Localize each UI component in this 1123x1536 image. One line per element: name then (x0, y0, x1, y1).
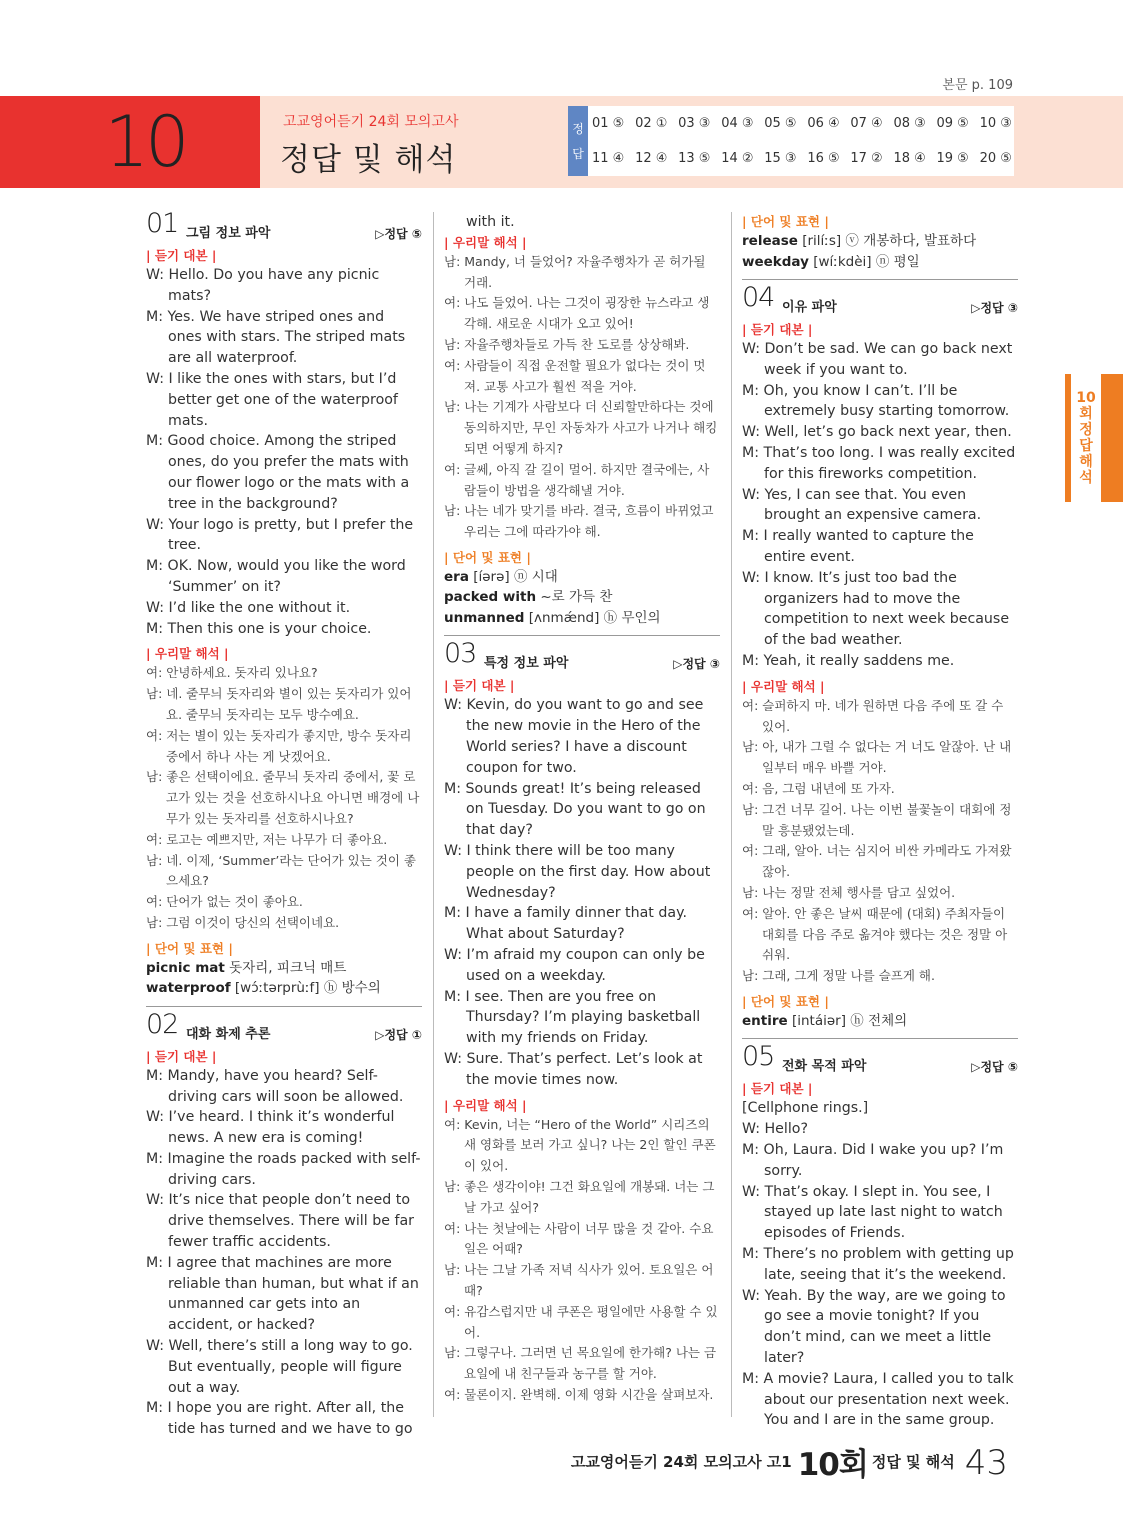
translation-label: | 우리말 해석 | (742, 678, 825, 694)
answer-item: 04 ③ (721, 116, 754, 131)
translation-line: 남: 나는 그날 가족 저녁 식사가 있어. 토요일은 어때? (444, 1262, 714, 1298)
question-answer: ▷정답 ③ (971, 301, 1018, 315)
answer-key-box (568, 106, 1014, 176)
answer-item: 15 ③ (764, 151, 797, 166)
question-type: 특정 정보 파악 (484, 656, 569, 672)
vocab-label: | 단어 및 표현 | (146, 940, 233, 956)
translation-label: | 우리말 해석 | (146, 646, 229, 662)
answer-item: 03 ③ (678, 116, 711, 131)
script-line: W: Well, there’s still a long way to go. But eventually, people will figure out a way. (146, 1338, 413, 1396)
translation-line: 남: 그렇구나. 그러면 넌 목요일에 한가해? 나는 금요일에 내 친구들과 농구를 할 거야. (444, 1345, 717, 1382)
header-subtitle: 고교영어듣기 24회 모의고사 (283, 114, 459, 130)
side-tab-label (1071, 374, 1101, 502)
script-line: M: There’s no problem with getting up late, seeing that it’s the weekend. (742, 1245, 1014, 1283)
answer-item: 19 ⑤ (936, 151, 969, 166)
vocab-def: [ʌnmǽnd] ⓗ 무인의 (528, 609, 661, 626)
column-divider (731, 212, 732, 1417)
side-tab-line: 답 (1079, 438, 1093, 454)
translation-line: 남: 네. 이제, ‘Summer’라는 단어가 있는 것이 좋으세요? (146, 852, 417, 889)
side-tab-line: 회 (1079, 406, 1093, 422)
question-number: 02 (146, 1008, 179, 1040)
question-type: 전화 목적 파악 (782, 1059, 867, 1075)
script-line: M: I see. Then are you free on Thursday? I’m playing basketball with my friends on Friday. (444, 988, 701, 1047)
vocab-def: [wíːkdèi] ⓝ 평일 (813, 253, 920, 270)
answer-row-1 (592, 116, 1012, 131)
script-line: W: I know. It’s just too bad the organizers had to move the competition to next week because of the bad weather. (742, 569, 1010, 649)
translation-line: 남: 나는 기계가 사람보다 더 신뢰할만하다는 것에 동의하지만, 무인 자동차가 사고가 나거나 해킹되면 어떻게 하지? (444, 399, 718, 456)
translation-line: 남: 나는 네가 맞기를 바라. 결국, 흐름이 바뀌었고 우리는 그에 따라가야 해. (444, 503, 714, 540)
column-3 (742, 212, 1018, 1431)
script-line: M: Then this one is your choice. (146, 620, 372, 637)
script-line: M: I really wanted to capture the entire event. (742, 528, 974, 565)
script-line: W: Hello. Do you have any picnic mats? (146, 267, 380, 304)
vocab-item (444, 587, 720, 608)
script-line: M: Oh, you know I can’t. I’ll be extremely busy starting tomorrow. (742, 382, 1010, 420)
answer-item: 09 ⑤ (936, 116, 969, 131)
script-line: M: Mandy, have you heard? Self-driving cars will soon be allowed. (146, 1067, 404, 1105)
answer-item: 18 ④ (893, 151, 926, 166)
answer-item: 16 ⑤ (807, 151, 840, 166)
test-number: 10 (0, 96, 260, 188)
question-answer: ▷정답 ① (375, 1027, 422, 1042)
translation-line: 여: 물론이지. 완벽해. 이제 영화 시간을 살펴보자. (444, 1386, 714, 1402)
vocab-item (146, 958, 422, 979)
q04-heading (742, 282, 1018, 320)
script-line: M: I have a family dinner that day. What about Saturday? (444, 905, 687, 943)
answer-row-2 (592, 151, 1012, 166)
translation-line: 여: 저는 별이 있는 돗자리가 좋지만, 방수 돗자리 중에서 하나 사는 게 낫겠어요. (146, 727, 412, 764)
translation-line: 여: 글쎄, 아직 갈 길이 멀어. 하지만 결국에는, 사람들이 방법을 생각해낼 거야. (444, 461, 710, 498)
answer-label-char-1: 정 (572, 122, 584, 136)
answer-item: 06 ④ (807, 116, 840, 131)
answer-item: 02 ① (635, 116, 668, 131)
question-answer: ▷정답 ⑤ (971, 1060, 1018, 1075)
vocab-label: | 단어 및 표현 | (444, 549, 531, 565)
answer-item: 13 ⑤ (678, 151, 711, 166)
page-reference: 본문 p. 109 (942, 78, 1013, 93)
section-separator (742, 1038, 1018, 1039)
answer-item: 10 ③ (979, 116, 1012, 131)
side-tab-line: 해 (1079, 454, 1093, 470)
vocab-word: picnic mat (146, 959, 225, 976)
translation-line: 남: Mandy, 너 들었어? 자율주행차가 곧 허가될 거래. (444, 253, 706, 290)
answer-label-char-2: 답 (572, 147, 584, 161)
script-label: | 듣기 대본 | (742, 322, 813, 337)
script-line: W: Well, let’s go back next year, then. (742, 424, 1012, 441)
header-title: 정답 및 해석 (280, 142, 457, 178)
page-footer (571, 1442, 1008, 1482)
side-tab-line: 정 (1079, 422, 1093, 438)
vocab-item (742, 1011, 1018, 1032)
script-line: M: OK. Now, would you like the word ‘Summer’ on it? (146, 558, 406, 595)
translation-line: 여: 유감스럽지만 내 쿠폰은 평일에만 사용할 수 있어. (444, 1303, 718, 1340)
section-separator (742, 279, 1018, 280)
q03-heading (444, 638, 720, 676)
page-number: 43 (964, 1443, 1008, 1483)
script-label: | 듣기 대본 | (444, 678, 515, 694)
vocab-def: [intáiər] ⓗ 전체의 (791, 1012, 908, 1029)
script-line: M: Imagine the roads packed with self-driving cars. (146, 1150, 421, 1188)
script-line: W: Your logo is pretty, but I prefer the tree. (146, 516, 414, 554)
vocab-label: | 단어 및 표현 | (742, 214, 829, 229)
question-type: 그림 정보 파악 (186, 226, 271, 241)
question-number: 04 (742, 282, 775, 313)
question-number: 03 (444, 638, 477, 670)
script-intro: [Cellphone rings.] (742, 1100, 869, 1117)
vocab-def: 돗자리, 피크닉 매트 (229, 959, 347, 976)
script-line: M: Sounds great! It’s being released on Tuesday. Do you want to go on that day? (444, 780, 706, 839)
vocab-def: [rilíːs] ⓥ 개봉하다, 발표하다 (802, 233, 977, 249)
script-line: M: I agree that machines are more reliable than human, but what if an unmanned car gets into an accident, or hacked? (146, 1254, 419, 1334)
script-line: W: It’s nice that people don’t need to drive themselves. There will be far fewer traffic accidents. (146, 1192, 414, 1251)
translation-line: 여: 단어가 없는 것이 좋아요. (146, 894, 303, 910)
question-answer: ▷정답 ⑤ (375, 227, 422, 241)
answer-item: 05 ⑤ (764, 116, 797, 131)
q01-heading (146, 208, 422, 246)
answer-item: 12 ④ (635, 151, 668, 166)
footer-book-title: 고교영어듣기 24회 모의고사 고1 (570, 1453, 792, 1471)
vocab-word: release (742, 233, 798, 249)
vocab-def: ~로 가득 찬 (540, 589, 613, 606)
answer-item: 01 ⑤ (592, 116, 625, 131)
vocab-item (742, 252, 1018, 273)
vocab-word: weekday (742, 253, 809, 270)
vocab-item (742, 231, 1018, 252)
script-line: W: Hello? (742, 1121, 808, 1138)
vocab-item (444, 608, 720, 629)
footer-test-number: 10회 (797, 1447, 868, 1483)
vocab-word: era (444, 568, 469, 585)
question-type: 대화 화제 추론 (186, 1026, 271, 1042)
vocab-item (444, 567, 720, 588)
script-line: M: I hope you are right. After all, the tide has turned and we have to go (146, 1400, 413, 1438)
script-line: W: That’s okay. I slept in. You see, I stayed up late last night to watch episodes of Friends. (742, 1183, 1003, 1242)
answer-item: 11 ④ (592, 151, 625, 166)
translation-line: 남: 그건 너무 길어. 나는 이번 불꽃놀이 대회에 정말 흥분됐었는데. (742, 801, 1012, 838)
side-tab-line: 10 (1076, 390, 1096, 406)
q05-heading (742, 1041, 1018, 1079)
script-line-continuation: with it. (466, 214, 515, 230)
translation-line: 남: 나는 정말 전체 행사를 담고 싶었어. (742, 884, 956, 900)
script-line: W: Kevin, do you want to go and see the new movie in the Hero of the World series? I have a discount coupon for two. (444, 697, 704, 776)
script-line: W: Yes, I can see that. You even brought an expensive camera. (742, 486, 982, 524)
script-line: M: Yeah, it really saddens me. (742, 652, 955, 669)
translation-line: 여: 음, 그럼 내년에 또 가자. (742, 780, 895, 796)
section-separator (146, 1006, 422, 1007)
translation-line: 남: 그럼 이것이 당신의 선택이네요. (146, 914, 340, 930)
side-tab-line: 석 (1079, 470, 1093, 486)
script-line: M: Yes. We have striped ones and ones with stars. The striped mats are all waterproof. (146, 308, 406, 367)
script-line: W: Yeah. By the way, are we going to go see a movie tonight? If you don’t mind, can we meet a little later? (742, 1287, 1006, 1366)
answer-item: 07 ④ (850, 116, 883, 131)
vocab-item (146, 978, 422, 999)
vocab-label: | 단어 및 표현 | (742, 993, 829, 1009)
script-line: M: That’s too long. I was really excited for this fireworks competition. (742, 444, 1016, 482)
answer-item: 14 ② (721, 151, 754, 166)
script-line: W: I’m afraid my coupon can only be used on a weekday. (444, 947, 705, 984)
question-number: 01 (146, 208, 179, 239)
translation-line: 남: 자율주행차들로 가득 찬 도로를 상상해봐. (444, 336, 690, 352)
vocab-def: [íərə] ⓝ 시대 (473, 568, 558, 585)
column-1 (146, 208, 422, 1440)
script-line: W: I like the ones with stars, but I’d better get one of the waterproof mats. (146, 370, 398, 429)
translation-line: 여: 사람들이 직접 운전할 필요가 없다는 것이 멋져. 교통 사고가 훨씬 적을 거야. (444, 357, 706, 394)
question-number: 05 (742, 1041, 775, 1073)
translation-line: 여: Kevin, 너는 “Hero of the World” 시리즈의 새 영화를 보러 가고 싶니? 나는 2인 할인 쿠폰이 있어. (444, 1116, 716, 1174)
script-line: W: Sure. That’s perfect. Let’s look at the movie times now. (444, 1051, 703, 1088)
vocab-word: entire (742, 1012, 788, 1029)
translation-label: | 우리말 해석 | (444, 234, 527, 250)
translation-line: 여: 슬퍼하지 마. 네가 원하면 다음 주에 또 갈 수 있어. (742, 697, 1004, 734)
header-band (0, 96, 1123, 188)
translation-line: 남: 좋은 선택이에요. 줄무늬 돗자리 중에서, 꽃 로고가 있는 것을 선호하시나요 아니면 배경에 나무가 있는 돗자리를 선호하시나요? (146, 769, 420, 826)
script-line: M: Good choice. Among the striped ones, do you prefer the mats with our flower logo or the mats with a tree in the background? (146, 433, 410, 512)
script-line: W: I’ve heard. I think it’s wonderful news. A new era is coming! (146, 1109, 395, 1147)
translation-line: 여: 나는 첫날에는 사람이 너무 많을 것 같아. 수요일은 어때? (444, 1220, 714, 1257)
answer-item: 20 ⑤ (979, 151, 1012, 166)
answer-item: 08 ③ (893, 116, 926, 131)
q02-heading (146, 1008, 422, 1047)
translation-line: 여: 그래, 알아. 너는 심지어 비싼 카메라도 가져왔잖아. (742, 843, 1012, 880)
translation-line: 남: 그래, 그게 정말 나를 슬프게 해. (742, 968, 935, 984)
script-line: M: Oh, Laura. Did I wake you up? I’m sorry. (742, 1142, 1004, 1179)
script-line: W: Don’t be sad. We can go back next week if you want to. (742, 341, 1013, 378)
vocab-def: [wɔ́ːtərprùːf] ⓗ 방수의 (234, 980, 381, 997)
side-chapter-tab (1065, 374, 1123, 502)
question-type: 이유 파악 (782, 300, 837, 315)
script-line: M: A movie? Laura, I called you to talk about our presentation next week. You and I are in the same group. (742, 1370, 1014, 1429)
script-line: W: I think there will be too many people on the first day. How about Wednesday? (444, 843, 711, 901)
translation-line: 남: 아, 내가 그럴 수 없다는 거 너도 알잖아. 난 내일부터 매우 바쁠 거야. (742, 739, 1012, 776)
script-label: | 듣기 대본 | (146, 1048, 217, 1064)
vocab-word: waterproof (146, 980, 231, 997)
footer-section-title: 정답 및 해석 (871, 1453, 955, 1471)
column-2 (444, 212, 720, 1406)
column-divider (433, 212, 434, 1417)
translation-line: 여: 알아. 안 좋은 날씨 때문에 (대회) 주최자들이 대회를 다음 주로 옮겨야 했다는 것은 정말 아쉬워. (742, 905, 1008, 963)
section-separator (444, 635, 720, 636)
translation-line: 여: 나도 들었어. 나는 그것이 굉장한 뉴스라고 생각해. 새로운 시대가 오고 있어! (444, 295, 710, 332)
translation-line: 여: 안녕하세요. 돗자리 있나요? (146, 665, 318, 681)
translation-label: | 우리말 해석 | (444, 1097, 527, 1113)
translation-line: 남: 좋은 생각이야! 그건 화요일에 개봉돼. 너는 그 날 가고 싶어? (444, 1178, 715, 1215)
answer-item: 17 ② (850, 151, 883, 166)
vocab-word: packed with (444, 589, 537, 606)
translation-line: 여: 로고는 예쁘지만, 저는 나무가 더 좋아요. (146, 831, 388, 847)
translation-line: 남: 네. 줄무늬 돗자리와 별이 있는 돗자리가 있어요. 줄무늬 돗자리는 모두 방수예요. (146, 686, 412, 722)
script-line: W: I’d like the one without it. (146, 599, 351, 616)
answer-key-label (568, 106, 588, 176)
script-label: | 듣기 대본 | (742, 1081, 813, 1097)
question-answer: ▷정답 ③ (673, 657, 720, 672)
vocab-word: unmanned (444, 609, 525, 626)
script-label: | 듣기 대본 | (146, 248, 217, 263)
